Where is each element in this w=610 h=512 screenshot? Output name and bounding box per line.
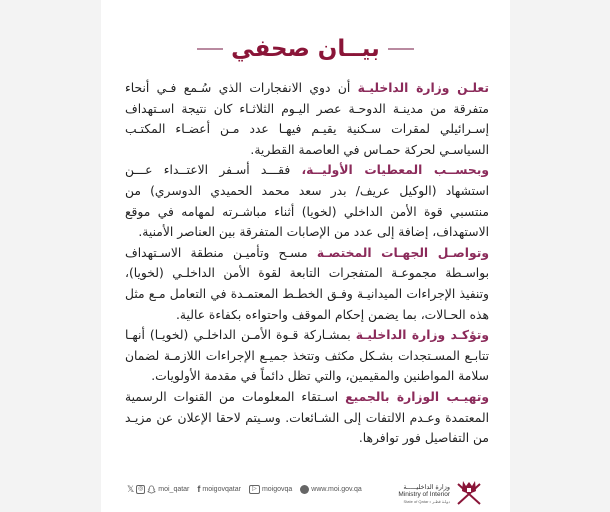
social-links: [127, 484, 362, 494]
social-handle[interactable]: moigovqa: [261, 485, 293, 493]
facebook-icon[interactable]: f: [197, 484, 201, 494]
logo-sub: State of Qatar • دولـة قطـر: [403, 498, 450, 504]
social-handle[interactable]: moigovqatar: [202, 485, 241, 493]
paragraph-2: [125, 160, 489, 242]
logo-english: Ministry of Interior: [398, 490, 450, 498]
page-title: بيــان صحفي: [231, 36, 380, 62]
globe-icon[interactable]: [300, 485, 309, 494]
social-moi-qatar[interactable]: [127, 484, 189, 494]
paragraph-4: [125, 325, 489, 387]
paragraph-text: فقـــد أسـفر الاعتــداء عـــن استشهاد (الوكيل عريف/ بدر سعد محمد الحميدي الدوسري) من منتسبي قوة الأمن الداخلي (لخويا) أثناء مباشـرته لمهامه في موقع الاستهداف، إضافة إلى عدد من الإصابات المتفرقة بين العناصر الأمنية.: [125, 163, 489, 240]
x-icon[interactable]: 𝕏: [127, 484, 135, 494]
logo-text: [398, 484, 450, 505]
paragraph-lead: وتهيـب الوزارة بالجميع: [345, 389, 490, 404]
title-divider-left: [197, 48, 223, 50]
logo-arabic: وزارة الداخليـــــة: [403, 483, 450, 491]
paragraph-text: مسـح وتأميـن منطقة الاسـتهداف بواسـطة مجموعـة المتفجرات التابعة لقوة الأمن الداخلـي (لخويا)، وتنفيذ الإجراءات الميدانيـة وفـق الخطـط المعتمـدة في التعامل مـع مثل هذه الحـالات، بما يضمن إحكام الموقف واحتواءه بكفاءة عالية.: [125, 245, 489, 322]
instagram-icon[interactable]: ◎: [138, 486, 144, 492]
paragraph-lead: وبحســب المعطيات الأوليــة،: [301, 163, 489, 178]
social-moigovqa[interactable]: [249, 485, 292, 494]
social-moigovqatar[interactable]: [197, 484, 241, 494]
social-handle[interactable]: moi_qatar: [158, 485, 190, 493]
paragraph-1: [125, 78, 489, 160]
youtube-icon[interactable]: ▷: [249, 485, 260, 494]
social-website[interactable]: [300, 485, 361, 494]
paragraph-lead: وتواصـل الجهـات المختصـة: [316, 245, 489, 260]
snapchat-icon[interactable]: [147, 485, 156, 494]
paragraph-text: أن دوي الانفجارات الذي سُـمع فـي أنحاء متفرقة من مدينـة الدوحـة عصر اليـوم الثلاثـاء كان نتيجة اسـتهداف إسـرائيلي لمقرات سـكنية يقيـم فيهـا عدد مـن أعضـاء المكتـب السياسـي لحركة حمـاس في العاصمة القطرية.: [125, 81, 489, 157]
paragraph-text: اسـتقاء المعلومات من القنوات الرسمية المعتمدة وعـدم الالتفات إلى الشـائعات. وسـيتم لاحقا الإعلان عن مزيـد من التفاصيل فور توافرها.: [125, 389, 489, 446]
paragraph-5: [125, 387, 489, 449]
website-link[interactable]: www.moi.gov.qa: [311, 485, 362, 493]
paragraph-lead: وتؤكـد وزارة الداخليـة: [355, 328, 489, 343]
paragraph-lead: تعلـن وزارة الداخليـة: [357, 81, 489, 95]
footer: [101, 478, 510, 506]
press-release-card: [101, 0, 510, 512]
press-release-body: [125, 78, 489, 449]
title-divider-right: [388, 48, 414, 50]
paragraph-3: [125, 243, 489, 325]
paragraph-text: بمشـاركة قـوة الأمـن الداخلـي (لخويـا) أنهـا تتابـع المسـتجدات بشـكل مكثف وتتخذ جميـع الإجراءات اللازمـة لضمان سلامة المواطنين والمقيمين، والتي تظل دائماً في مقدمة الأولويات.: [125, 328, 489, 384]
ministry-logo: [398, 478, 484, 510]
emblem-icon: [454, 478, 484, 510]
title-row: [101, 34, 510, 64]
